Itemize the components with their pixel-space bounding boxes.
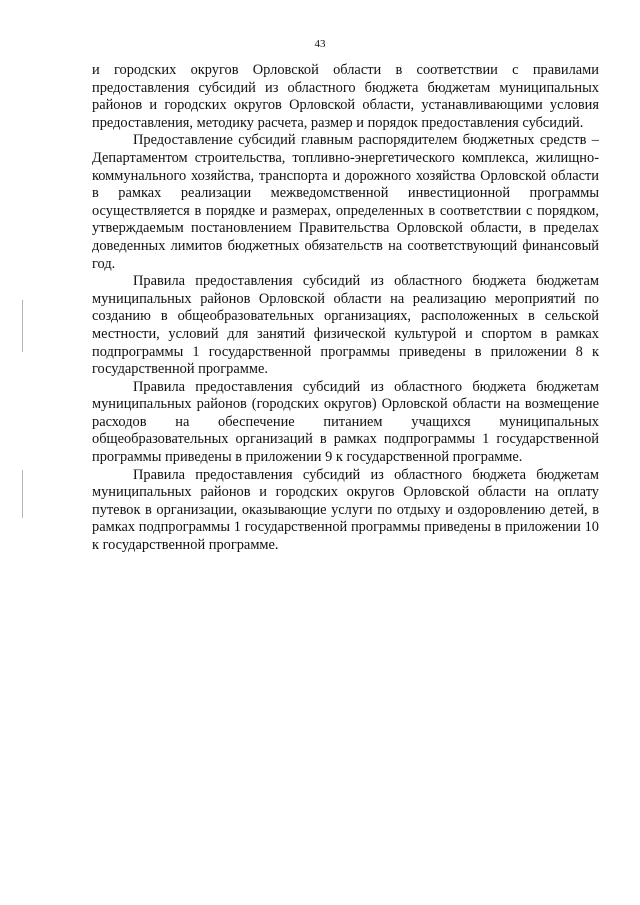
paragraph-rules-appendix-10: Правила предоставления субсидий из областного бюджета бюджетам муниципальных районов и городских округов Орловской области на оплату путевок в организации, оказывающие услуги по отдыху и оздоровлению детей, в рамках подпрограммы 1 государственной программы приведены в приложении 10 к государственной программе. <box>92 466 599 554</box>
paragraph-rules-appendix-9: Правила предоставления субсидий из областного бюджета бюджетам муниципальных районов (городских округов) Орловской области на возмещение расходов на обеспечение питанием учащихся муниципальных общеобразовательных организаций в рамках подпрограммы 1 государственной программы приведены в приложении 9 к государственной программе. <box>92 378 599 466</box>
document-body <box>92 62 599 555</box>
paragraph-subsidy-distribution: Предоставление субсидий главным распорядителем бюджетных средств – Департаментом строительства, топливно-энергетического комплекса, жилищно-коммунального хозяйства, транспорта и дорожного хозяйства Орловской области в рамках реализации межведомственной инвестиционной программы осуществляется в порядке и размерах, определенных в соответствии с порядком, утверждаемым постановлением Правительства Орловской области, в пределах доведенных лимитов бюджетных обязательств на соответствующий финансовый год. <box>92 132 599 272</box>
scan-margin-mark <box>22 300 23 352</box>
paragraph-rules-appendix-8: Правила предоставления субсидий из областного бюджета бюджетам муниципальных районов Орловской области на реализацию мероприятий по созданию в общеобразовательных организациях, расположенных в сельской местности, условий для занятий физической культурой и спортом в рамках подпрограммы 1 государственной программы приведены в приложении 8 к государственной программе. <box>92 273 599 378</box>
scan-margin-mark <box>22 470 23 518</box>
page-number: 43 <box>314 38 326 50</box>
paragraph-continuation: и городских округов Орловской области в соответствии с правилами предоставления субсидий из областного бюджета бюджетам муниципальных районов и городских округов Орловской области, устанавливающими условия предоставления, методику расчета, размер и порядок предоставления субсидий. <box>92 62 599 131</box>
